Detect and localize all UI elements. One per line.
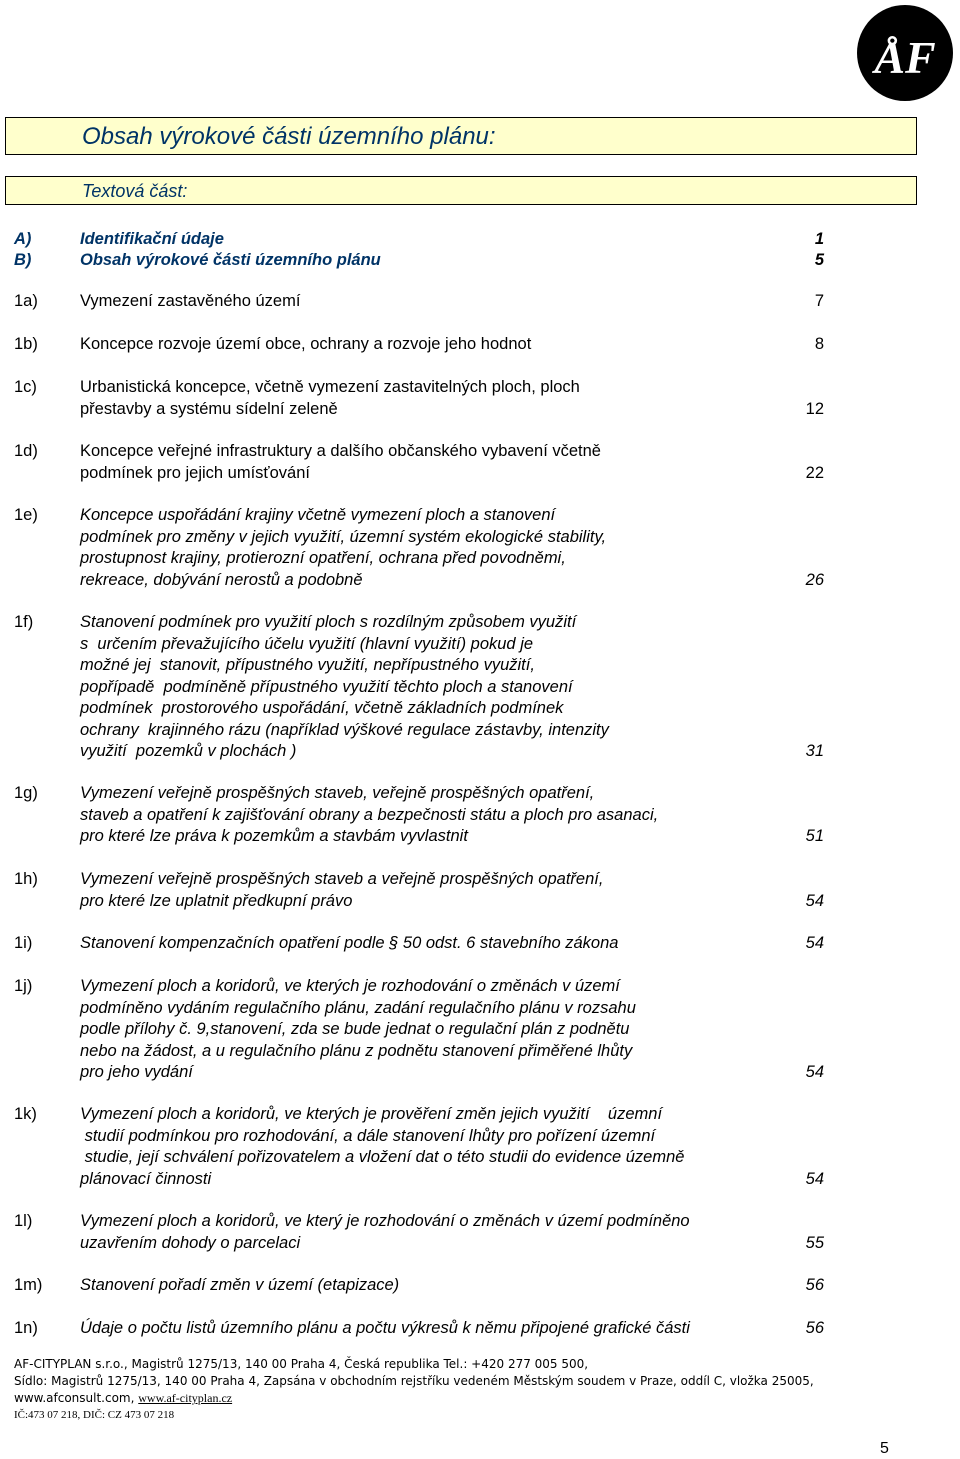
toc-entry-line: popřípadě podmíněně přípustného využití těchto ploch a stanovení [80, 677, 573, 696]
section-subtitle: Textová část: [82, 181, 188, 201]
toc-entry-title [80, 612, 780, 763]
toc-entry-code: A) [14, 230, 32, 248]
toc-entry-page: 54 [805, 1169, 824, 1188]
toc-entry-title [80, 933, 780, 955]
toc-entry-line: Vymezení veřejně prospěšných staveb, veřejně prospěšných opatření, [80, 784, 595, 802]
toc-entry-page: 54 [805, 891, 824, 910]
toc-entry-line: podmínek prostorového uspořádání, včetně základních podmínek [80, 699, 564, 717]
toc-entry [0, 1318, 960, 1340]
toc-entry-page: 7 [814, 292, 824, 310]
toc-entry-line: uzavřením dohody o parcelaci [80, 1233, 301, 1252]
footer-cityplan-link[interactable]: www.af-cityplan.cz [138, 1391, 233, 1405]
toc-entry-line: Obsah výrokové části územního plánu [80, 251, 381, 269]
toc-entry-title [80, 1104, 780, 1190]
toc-entry-line: pro které lze uplatnit předkupní právo [80, 891, 353, 910]
toc-entry-title [80, 1275, 780, 1297]
toc-entry-line: podmínek pro změny v jejich využití, územní systém ekologické stability, [80, 527, 607, 546]
toc-entry [0, 783, 960, 848]
toc-entry-page: 51 [805, 827, 824, 845]
toc-entry-page: 22 [805, 463, 824, 482]
toc-entry-title [80, 441, 780, 484]
toc-entry-line: Vymezení ploch a koridorů, ve který je rozhodování o změnách v území podmíněno [80, 1212, 690, 1230]
toc-entry-line: s určením převažujícího účelu využití (hlavní využití) pokud je [80, 634, 534, 653]
toc-entry-code: 1f) [14, 613, 34, 631]
toc-entry-page: 56 [805, 1276, 824, 1294]
toc-entry-page: 12 [805, 399, 824, 418]
toc-entry-line: Vymezení ploch a koridorů, ve kterých je rozhodování o změnách v území [80, 977, 620, 995]
toc-entry-line: Koncepce uspořádání krajiny včetně vymezení ploch a stanovení [80, 506, 556, 524]
toc-entry-code: B) [14, 251, 32, 269]
toc-entry-line: Identifikační údaje [80, 230, 224, 248]
toc-entry-title [80, 869, 780, 912]
toc-entry-line: Stanovení kompenzačních opatření podle § 50 odst. 6 stavebního zákona [80, 934, 619, 952]
toc-title-band [5, 117, 917, 155]
toc-entry [0, 1211, 960, 1254]
toc-entry [0, 291, 960, 313]
toc-entry-line: využití pozemků v plochách ) [80, 742, 297, 760]
toc-entry [0, 869, 960, 912]
toc-entry-title [80, 976, 780, 1084]
toc-entry-code: 1c) [14, 378, 37, 396]
toc-entry-line: plánovací činnosti [80, 1169, 212, 1188]
toc-entry-line: podmínek pro jejich umísťování [80, 463, 310, 482]
toc-entry-page: 26 [805, 570, 824, 589]
toc-entry-title [80, 250, 780, 272]
toc-entry-title [80, 505, 780, 591]
toc-entry-code: 1m) [14, 1276, 43, 1294]
footer-address-line: AF-CITYPLAN s.r.o., Magistrů 1275/13, 140 00 Praha 4, Česká republika Tel.: +420 277 005 500, [14, 1357, 589, 1371]
page-number: 5 [880, 1440, 889, 1457]
footer-registration-line: Sídlo: Magistrů 1275/13, 140 00 Praha 4, Zapsána v obchodním rejstříku vedeném Městským soudem v Praze, oddíl C, vložka 25005, [14, 1374, 814, 1388]
toc-entry-code: 1e) [14, 506, 38, 524]
af-logo-icon [855, 3, 955, 103]
toc-entry-line: Vymezení veřejně prospěšných staveb a veřejně prospěšných opatření, [80, 870, 604, 888]
toc-entry-title [80, 1211, 780, 1254]
footer-ids-line: IČ:473 07 218, DIČ: CZ 473 07 218 [14, 1409, 175, 1421]
toc-entry-page: 56 [805, 1319, 824, 1337]
toc-entry-line: pro které lze práva k pozemkům a stavbám vyvlastnit [80, 827, 468, 845]
toc-entry-line: Koncepce rozvoje území obce, ochrany a rozvoje jeho hodnot [80, 335, 532, 353]
toc-entry [0, 1104, 960, 1190]
toc-entry-code: 1n) [14, 1319, 38, 1337]
toc-entry-code: 1g) [14, 784, 38, 802]
toc-entry-line: rekreace, dobývání nerostů a podobně [80, 570, 363, 589]
section-subtitle-band [5, 176, 917, 205]
toc-entry-title [80, 377, 780, 420]
toc-entry-line: ochrany krajinného rázu (například výškové regulace zástavby, intenzity [80, 720, 609, 739]
toc-entry-line: staveb a opatření k zajišťování obrany a bezpečnosti státu a ploch pro asanaci, [80, 805, 659, 824]
toc-entry [0, 250, 960, 272]
toc-entry-page: 8 [814, 335, 824, 353]
toc-entry-title [80, 1318, 780, 1340]
toc-entry-line: podmíněno vydáním regulačního plánu, zadání regulačního plánu v rozsahu [80, 998, 636, 1017]
toc-entry-line: Stanovení podmínek pro využití ploch s rozdílným způsobem využití [80, 613, 577, 631]
toc-entry-code: 1j) [14, 977, 33, 995]
toc-entry-line: nebo na žádost, a u regulačního plánu z podnětu stanovení přiměřené lhůty [80, 1041, 633, 1060]
toc-entry-line: Stanovení pořadí změn v území (etapizace) [80, 1276, 400, 1294]
toc-entry-page: 55 [805, 1233, 824, 1252]
toc-entry-line: Urbanistická koncepce, včetně vymezení zastavitelných ploch, ploch [80, 378, 580, 396]
toc-entry-title [80, 229, 780, 251]
toc-entry-line: studie, její schválení pořizovatelem a vložení dat o této studii do evidence územně [80, 1148, 685, 1166]
toc-entry [0, 377, 960, 420]
toc-entry-line: studií podmínkou pro rozhodování, a dále stanovení lhůty pro pořízení územní [80, 1126, 656, 1145]
toc-entry-page: 1 [814, 230, 824, 248]
company-footer [14, 1356, 814, 1424]
toc-entry-line: prostupnost krajiny, protierozní opatření, ochrana před povodněmi, [80, 549, 566, 567]
toc-entry-line: Vymezení zastavěného území [80, 292, 301, 310]
footer-website-link[interactable]: www.afconsult.com, [14, 1391, 135, 1405]
toc-entry-page: 54 [805, 1063, 824, 1081]
toc-entry [0, 441, 960, 484]
toc-entry-line: přestavby a systému sídelní zeleně [80, 399, 338, 418]
toc-entry [0, 505, 960, 591]
toc-entry-line: Vymezení ploch a koridorů, ve kterých je prověření změn jejich využití územní [80, 1105, 663, 1123]
svg-text:ÅF: ÅF [874, 32, 936, 83]
toc-entry [0, 933, 960, 955]
toc-entry-code: 1l) [14, 1212, 33, 1230]
toc-entry [0, 229, 960, 251]
toc-entry [0, 1275, 960, 1297]
toc-entry-line: Koncepce veřejné infrastruktury a dalšího občanského vybavení včetně [80, 442, 601, 460]
toc-entry-line: možné jej stanovit, přípustného využití, nepřípustného využití, [80, 656, 535, 674]
toc-entry-code: 1b) [14, 335, 38, 353]
toc-entry-code: 1k) [14, 1105, 37, 1123]
toc-entry-line: Údaje o počtu listů územního plánu a počtu výkresů k němu připojené grafické části [80, 1319, 690, 1337]
toc-entry-title [80, 783, 780, 848]
toc-entry [0, 612, 960, 763]
toc-entry-page: 31 [805, 742, 824, 760]
toc-entry [0, 976, 960, 1084]
toc-entry-code: 1d) [14, 442, 38, 460]
toc-entry-line: podle přílohy č. 9,stanovení, zda se bude jednat o regulační plán z podnětu [80, 1020, 630, 1038]
toc-entry-code: 1h) [14, 870, 38, 888]
toc-entry [0, 334, 960, 356]
toc-entry-title [80, 334, 780, 356]
toc-entry-code: 1a) [14, 292, 38, 310]
toc-entry-code: 1i) [14, 934, 33, 952]
toc-entry-page: 54 [805, 934, 824, 952]
toc-title: Obsah výrokové části územního plánu: [82, 123, 496, 150]
toc-entry-line: pro jeho vydání [80, 1063, 193, 1081]
toc-entry-title [80, 291, 780, 313]
toc-entry-page: 5 [814, 251, 824, 269]
